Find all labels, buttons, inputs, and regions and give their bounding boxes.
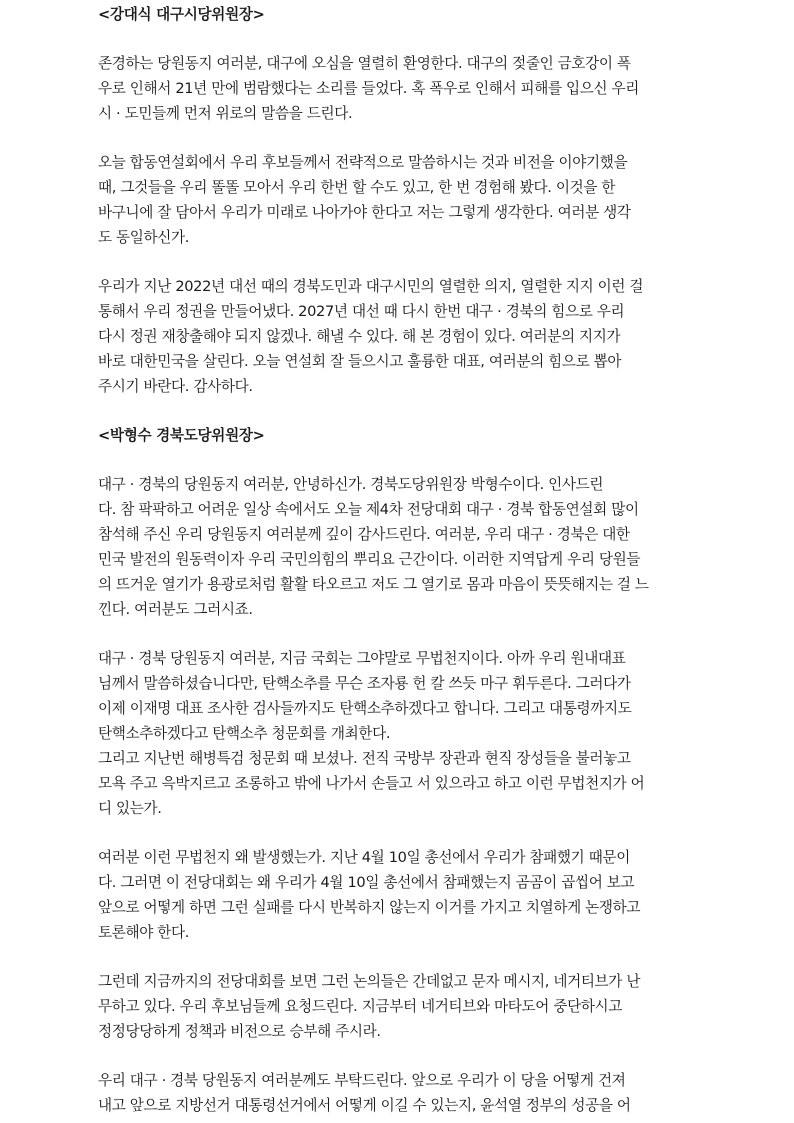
paragraph [98,845,698,945]
text-line: 이제 이재명 대표 조사한 검사들까지도 탄핵소추하겠다고 합니다. 그리고 대통령까지도 [98,700,632,717]
paragraph-spacer [98,27,698,51]
paragraph-spacer [98,622,698,646]
text-line: 존경하는 당원동지 여러분, 대구에 오심을 열렬히 환영한다. 대구의 젖줄인 금호강이 폭 [98,55,631,72]
text-line: 내고 앞으로 지방선거 대통령선거에서 어떻게 이길 수 있는지, 윤석열 정부의 성공을 어 [98,1097,631,1114]
heading-text: <강대식 대구시당위원장> [98,6,265,23]
text-line: 다시 정권 재창출해야 되지 않겠나. 해낼 수 있다. 해 본 경험이 있다. 여러분의 지지가 [98,328,621,345]
text-line: 의 뜨거운 열기가 용광로처럼 활활 타오르고 저도 그 열기로 몸과 마음이 뜻뜻해지는 걸 느 [98,576,649,593]
text-line: 대구 · 경북 당원동지 여러분, 지금 국회는 그야말로 무법천지이다. 아까 우리 원내대표 [98,650,626,667]
text-line: 토론해야 한다. [98,924,190,941]
paragraph [98,646,698,821]
text-line: 님께서 말씀하셨습니다만, 탄핵소추를 무슨 조자룡 헌 칼 쓰듯 마구 휘두른다. 그러다가 [98,675,631,692]
text-line: 통해서 우리 정권을 만들어냈다. 2027년 대선 때 다시 한번 대구 · 경북의 힘으로 우리 [98,303,625,320]
paragraph-spacer [98,821,698,845]
paragraph-spacer [98,126,698,150]
text-line: 주시기 바란다. 감사하다. [98,378,253,395]
paragraph-spacer [98,399,698,423]
section-heading [98,2,698,27]
text-line: 여러분 이런 무법천지 왜 발생했는가. 지난 4월 10일 총선에서 우리가 참패했기 때문이 [98,849,630,866]
text-line: 때, 그것들을 우리 똘똘 모아서 우리 한번 할 수도 있고, 한 번 경험해 봤다. 이것을 한 [98,179,616,196]
text-line: 그런데 지금까지의 전당대회를 보면 그런 논의들은 간데없고 문자 메시지, 네거티브가 난 [98,973,641,990]
section-heading [98,423,698,448]
text-line: 바로 대한민국을 살린다. 오늘 연설회 잘 들으시고 훌륭한 대표, 여러분의 힘으로 뽑아 [98,353,622,370]
text-line: 시 · 도민들께 먼저 위로의 말씀을 드린다. [98,105,353,122]
paragraph [98,1068,698,1118]
paragraph [98,51,698,126]
text-line: 참석해 주신 우리 당원동지 여러분께 깊이 감사드린다. 여러분, 우리 대구 · 경북은 대한 [98,526,630,543]
text-line: 탄핵소추하겠다고 탄핵소추 청문회를 개최한다. [98,725,391,742]
text-line: 우리 대구 · 경북 당원동지 여러분께도 부탁드린다. 앞으로 우리가 이 당을 어떻게 건져 [98,1072,626,1089]
text-line: 그리고 지난번 해병특검 청문회 때 보셨나. 전직 국방부 장관과 현직 장성들을 불러놓고 [98,750,631,767]
heading-text: <박형수 경북도당위원장> [98,427,265,444]
paragraph [98,150,698,250]
paragraph-spacer [98,448,698,472]
paragraph [98,472,698,622]
text-line: 우로 인해서 21년 만에 범람했다는 소리를 들었다. 혹 폭우로 인해서 피해를 입으신 우리 [98,80,640,97]
paragraph-spacer [98,250,698,274]
text-line: 오늘 합동연설회에서 우리 후보들께서 전략적으로 말씀하시는 것과 비전을 이야기했을 [98,154,628,171]
paragraph-spacer [98,945,698,969]
text-line: 다. 그러면 이 전당대회는 왜 우리가 4월 10일 총선에서 참패했는지 곰곰이 곱씹어 보고 [98,874,635,891]
text-line: 정정당당하게 정책과 비전으로 승부해 주시라. [98,1023,381,1040]
paragraph [98,969,698,1044]
text-line: 민국 발전의 원동력이자 우리 국민의힘의 뿌리요 근간이다. 이러한 지역답게 우리 당원들 [98,551,641,568]
text-line: 도 동일하신가. [98,229,190,246]
paragraph [98,274,698,399]
text-line: 디 있는가. [98,800,162,817]
text-line: 모욕 주고 윽박지르고 조롱하고 밖에 나가서 손들고 서 있으라고 하고 이런 무법천지가 어 [98,775,645,792]
text-line: 낀다. 여러분도 그러시죠. [98,601,253,618]
text-line: 우리가 지난 2022년 대선 때의 경북도민과 대구시민의 열렬한 의지, 열렬한 지지 이런 걸 [98,278,644,295]
text-line: 대구 · 경북의 당원동지 여러분, 안녕하신가. 경북도당위원장 박형수이다. 인사드린 [98,476,604,493]
text-line: 바구니에 잘 담아서 우리가 미래로 나아가야 한다고 저는 그렇게 생각한다. 여러분 생각 [98,204,631,221]
text-line: 앞으로 어떻게 하면 그런 실패를 다시 반복하지 않는지 이거를 가지고 치열하게 논쟁하고 [98,899,641,916]
text-line: 무하고 있다. 우리 후보님들께 요청드린다. 지금부터 네거티브와 마타도어 중단하시고 [98,998,623,1015]
paragraph-spacer [98,1044,698,1068]
text-line: 다. 참 팍팍하고 어려운 일상 속에서도 오늘 제4차 전당대회 대구 · 경북 합동연설회 많이 [98,501,639,518]
